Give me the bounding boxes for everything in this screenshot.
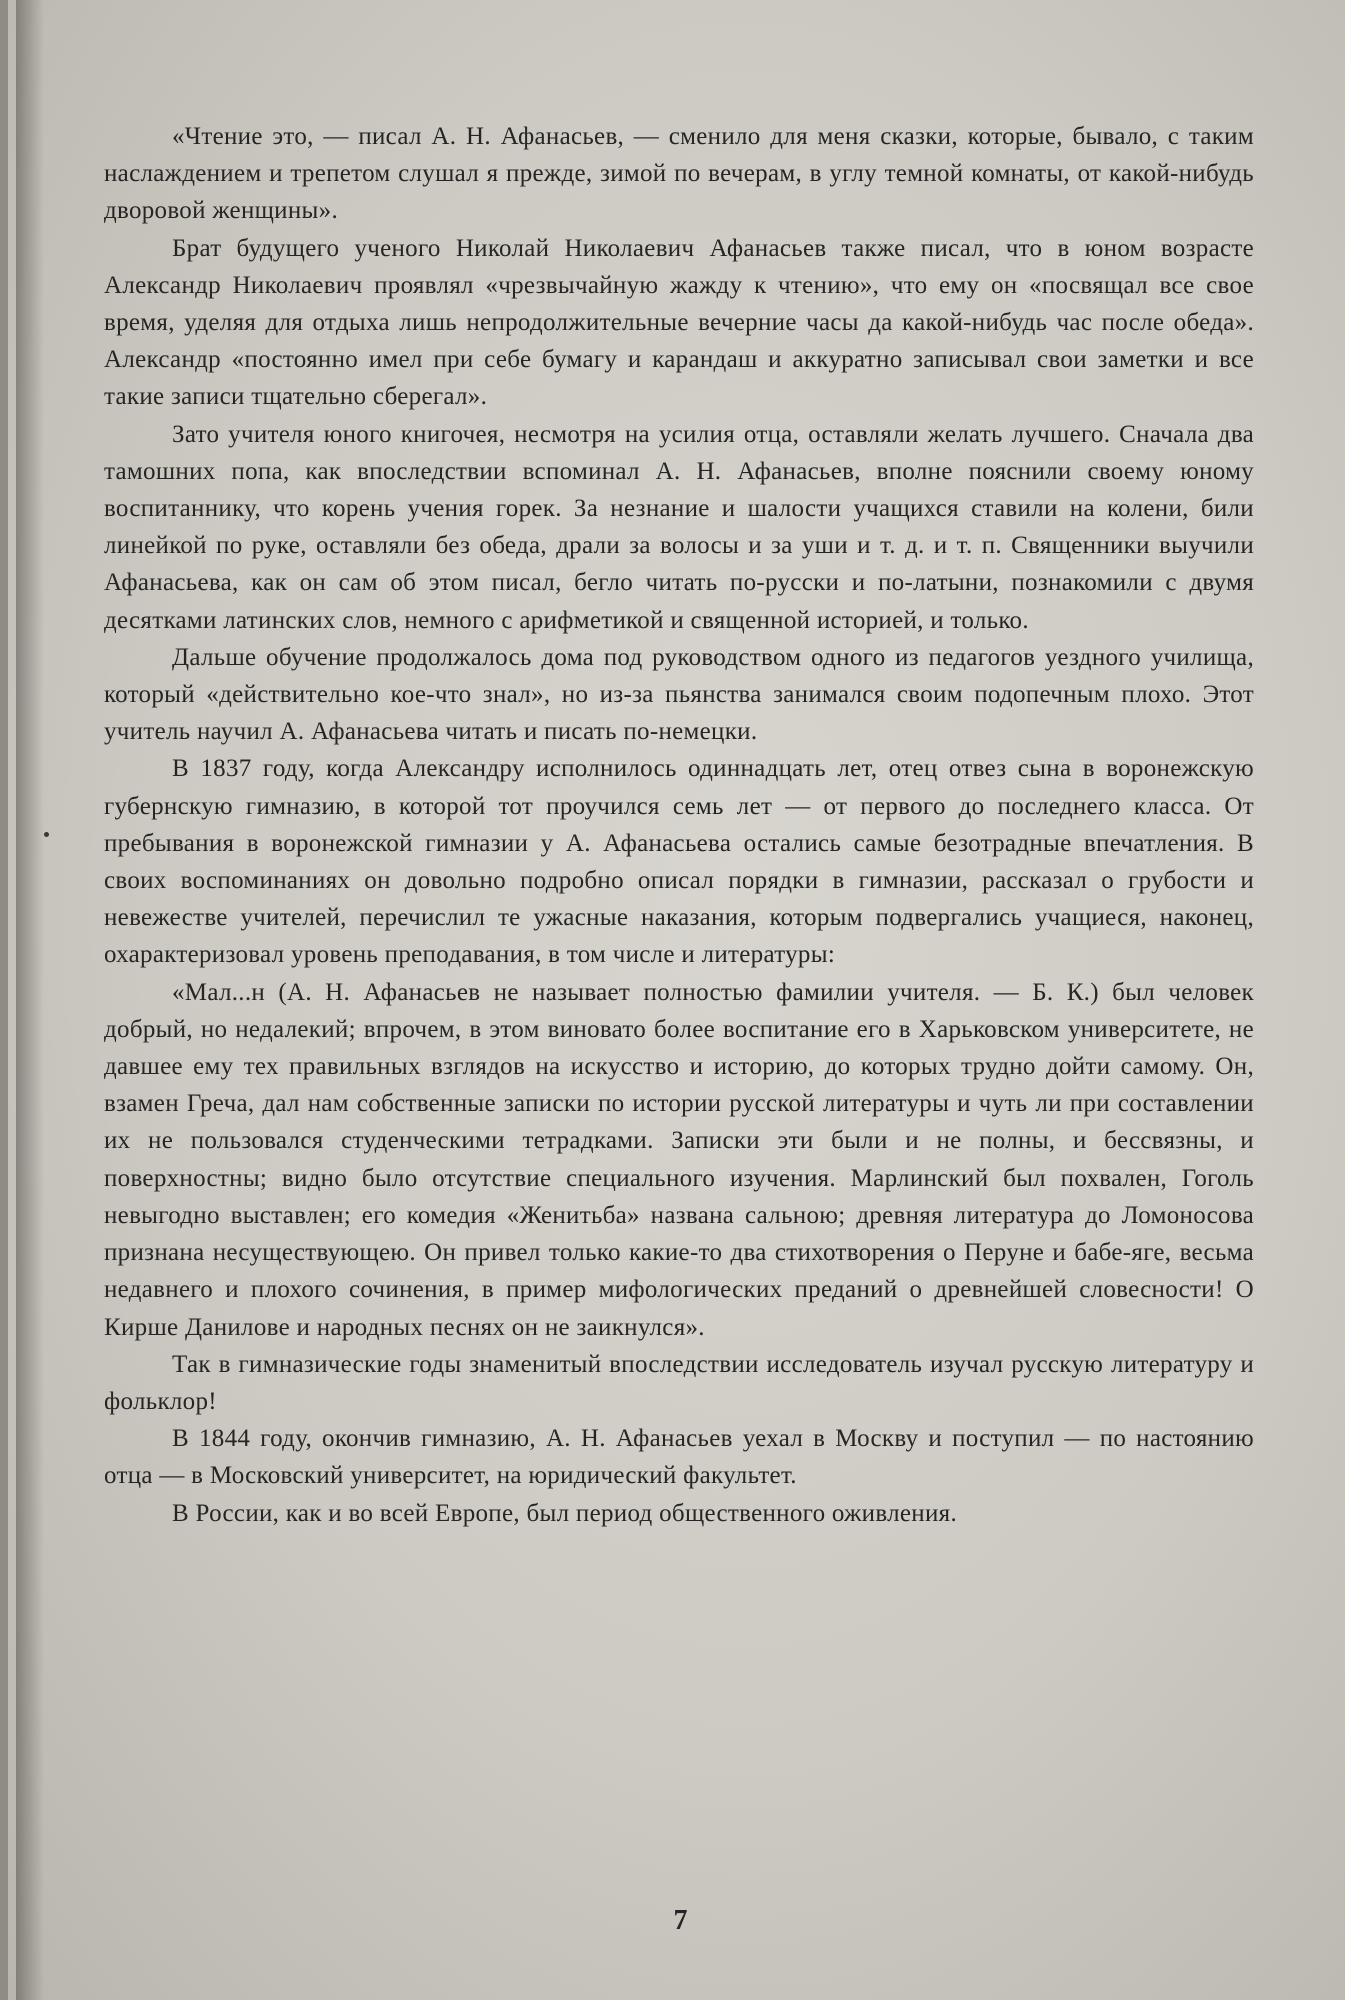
paragraph-5: В 1837 году, когда Александру исполнилось одиннадцать лет, отец отвез сына в воронежскую губернскую гимназию, в которой тот проучился семь лет — от первого до последнего класса. От пребывания в воронежской гимназии у А. Афанасьева остались самые безотрадные впечатления. В своих воспоминаниях он довольно подробно описал порядки в гимназии, рассказал о грубости и невежестве учителей, перечислил те ужасные наказания, которым подвергались учащиеся, наконец, охарактеризовал уровень преподавания, в том числе и литературы: (104, 755, 1254, 969)
binding-shadow (16, 0, 44, 2000)
paragraph-3: Зато учителя юного книгочея, несмотря на усилия отца, оставляли желать лучшего. Сначала два тамошних попа, как впоследствии вспоминал А. Н. Афанасьев, вполне пояснили своему юному воспитаннику, что корень учения горек. За незнание и шалости учащихся ставили на колени, били линейкой по руке, оставляли без обеда, драли за волосы и за уши и т. д. и т. п. Священники выучили Афанасьева, как он сам об этом писал, бегло читать по-русски и по-латыни, познакомили с двумя десятками латинских слов, немного с арифметикой и священной историей, и только. (104, 420, 1254, 634)
paragraph-1: «Чтение это, — писал А. Н. Афанасьев, — сменило для меня сказки, которые, бывало, с таким наслаждением и трепетом слушал я прежде, зимой по вечерам, в углу темной комнаты, от какой-нибудь дворовой женщины». (104, 123, 1254, 225)
paragraph-6-quote: «Мал...н (А. Н. Афанасьев не называет полностью фамилии учителя. — Б. К.) был человек добрый, но недалекий; впрочем, в этом виновато более воспитание его в Харьковском университете, не давшее ему тех правильных взглядов на искусство и историю, до которых трудно дойти самому. Он, взамен Греча, дал нам собственные записки по истории русской литературы и чуть ли при составлении их не пользовался студенческими тетрадками. Записки эти были и не полны, и бессвязны, и поверхностны; видно было отсутствие специального изучения. Марлинский был похвален, Гоголь невыгодно выставлен; его комедия «Женитьба» названа сальною; древняя литература до Ломоносова признана несуществующею. Он привел только какие-то два стихотворения о Перуне и бабе-яге, весьма недавнего и плохого сочинения, в пример мифологических преданий о древнейшей словесности! О Кирше Данилове и народных песнях он не заикнулся». (104, 978, 1254, 1341)
paragraph-9: В России, как и во всей Европе, был период общественного оживления. (172, 1499, 958, 1527)
paragraph-2: Брат будущего ученого Николай Николаевич Афанасьев также писал, что в юном возрасте Александр Николаевич проявлял «чрезвычайную жажду к чтению», что ему он «посвящал все свое время, уделяя для отдыха лишь непродолжительные вечерние часы да какой-нибудь час после обеда». Александр «постоянно имел при себе бумагу и карандаш и аккуратно записывал свои заметки и все такие записи тщательно сберегал». (104, 234, 1254, 411)
page-number: 7 (673, 1905, 688, 1936)
paragraph-8: В 1844 году, окончив гимназию, А. Н. Афанасьев уехал в Москву и поступил — по настоянию отца — в Московский университет, на юридический факультет. (104, 1425, 1254, 1490)
paragraph-4: Дальше обучение продолжалось дома под руководством одного из педагогов уездного училища, который «действительно кое-что знал», но из-за пьянства занимался своим подопечным плохо. Этот учитель научил А. Афанасьева читать и писать по-немецки. (104, 643, 1254, 746)
paragraph-7: Так в гимназические годы знаменитый впоследствии исследователь изучал русскую литературу и фольклор! (104, 1350, 1254, 1415)
body-text (104, 118, 1254, 1532)
ink-speck (44, 832, 49, 837)
